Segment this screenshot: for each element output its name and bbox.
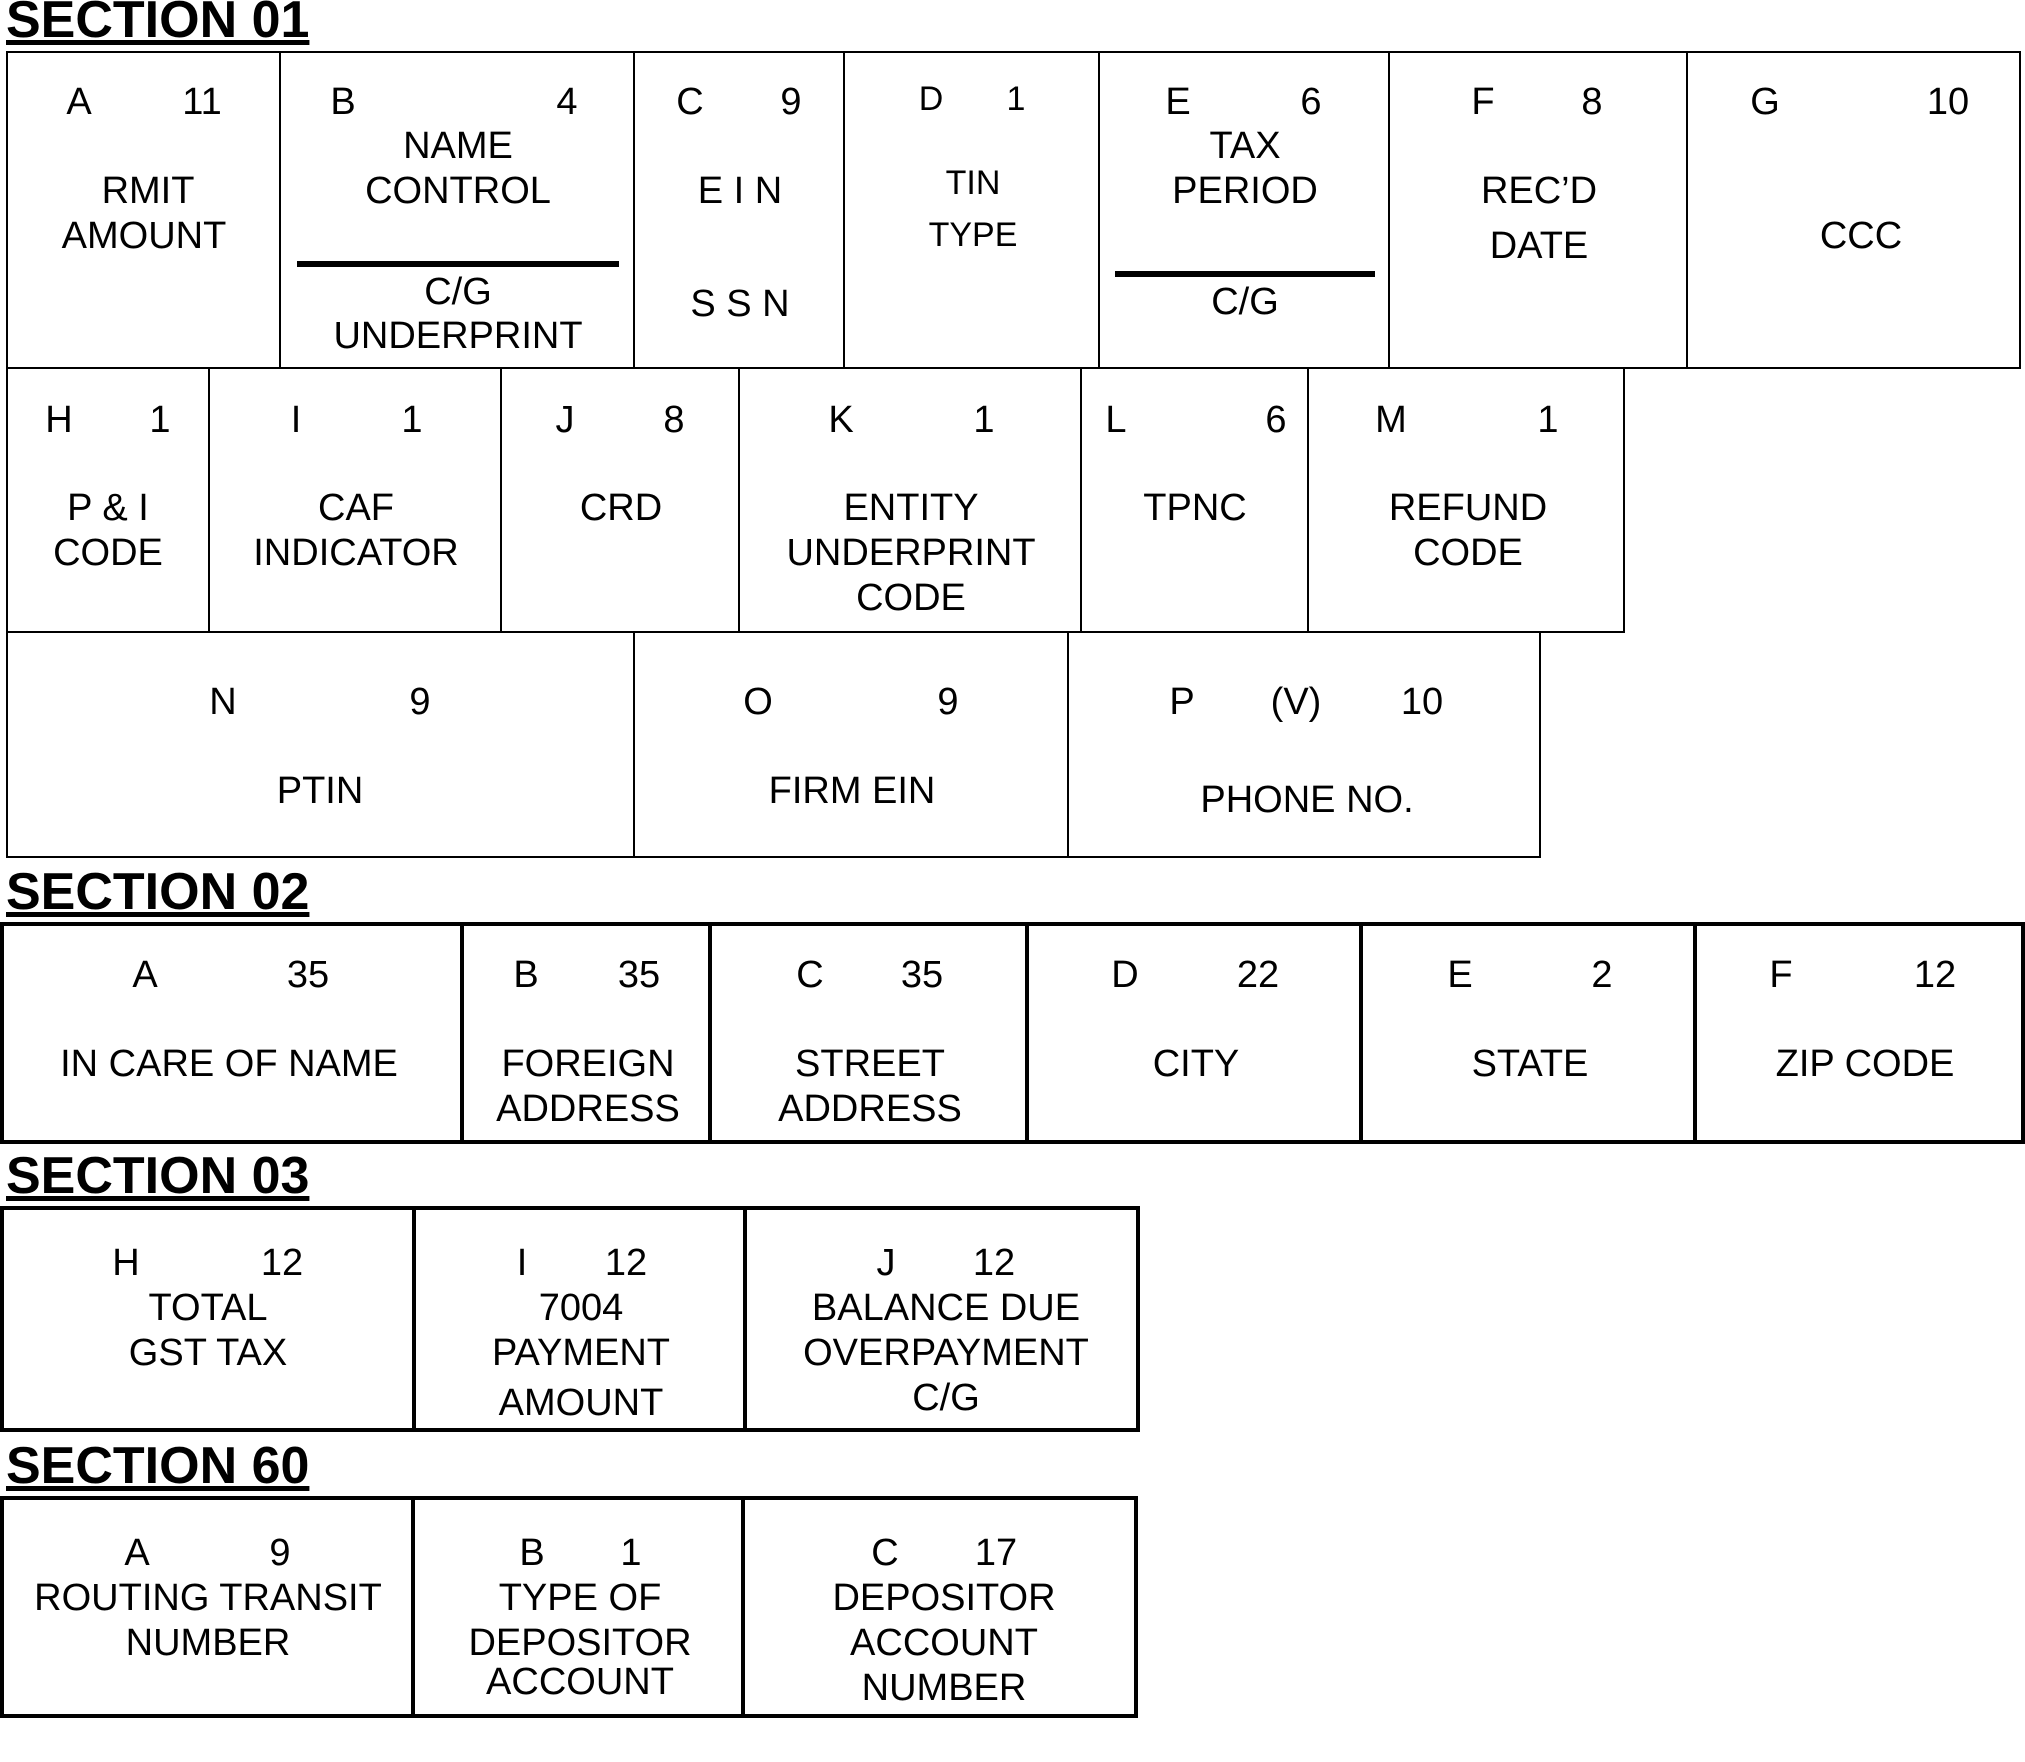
- field-size: 4: [556, 81, 578, 123]
- field-refund-code: [1307, 369, 1625, 631]
- section-02-row: [0, 922, 2025, 1144]
- field-size: 12: [604, 1242, 648, 1284]
- divider-line: [297, 261, 619, 267]
- field-label: PTIN: [276, 770, 364, 812]
- field-label: PERIOD: [1172, 170, 1318, 212]
- field-size: 17: [974, 1532, 1018, 1574]
- field-balance-due-overpayment: [743, 1210, 1144, 1428]
- field-firm-ein: [633, 633, 1067, 856]
- field-label: INDICATOR: [253, 532, 459, 574]
- field-label: STREET: [795, 1043, 945, 1085]
- field-label: CODE: [856, 577, 966, 619]
- field-caf-indicator: [208, 369, 500, 631]
- field-letter: E: [1447, 954, 1473, 996]
- field-size: 8: [663, 399, 685, 441]
- field-label: REFUND: [1388, 487, 1548, 529]
- field-letter: K: [828, 399, 854, 441]
- field-7004-payment-amount: [412, 1210, 743, 1428]
- field-zip-code: [1693, 926, 2025, 1140]
- field-state: [1359, 926, 1693, 1140]
- section-01-row3: [6, 631, 1541, 858]
- field-recd-date: [1388, 53, 1686, 367]
- field-letter: I: [290, 399, 302, 441]
- field-label: NUMBER: [125, 1622, 291, 1664]
- field-label: PHONE NO.: [1200, 779, 1414, 821]
- field-size: 9: [937, 681, 959, 723]
- field-letter: F: [1769, 954, 1793, 996]
- field-depositor-account-number: [741, 1500, 1142, 1714]
- section-02-title: SECTION 02: [6, 863, 310, 921]
- field-size: 12: [260, 1242, 304, 1284]
- field-letter: B: [519, 1532, 545, 1574]
- field-label: DEPOSITOR: [468, 1622, 692, 1664]
- field-size: 35: [286, 954, 330, 996]
- field-size: 9: [409, 681, 431, 723]
- field-label: TOTAL: [148, 1287, 268, 1329]
- field-ptin: [8, 633, 633, 856]
- field-size: 10: [1926, 81, 1970, 123]
- field-size-prefix: (V): [1270, 681, 1322, 723]
- field-label: PAYMENT: [491, 1332, 671, 1374]
- field-label: TIN: [945, 164, 1001, 202]
- field-sublabel: C/G: [1211, 281, 1279, 323]
- field-label: CODE: [53, 532, 163, 574]
- field-label: E I N: [697, 170, 783, 212]
- field-letter: C: [871, 1532, 899, 1574]
- field-label: CODE: [1413, 532, 1523, 574]
- field-label: FIRM EIN: [768, 770, 936, 812]
- field-label: ACCOUNT: [486, 1661, 674, 1703]
- field-letter: I: [516, 1242, 528, 1284]
- field-label: CRD: [579, 487, 663, 529]
- field-letter: H: [45, 399, 73, 441]
- field-name-control: [279, 53, 633, 367]
- field-size: 12: [1913, 954, 1957, 996]
- field-label: CCC: [1819, 215, 1903, 257]
- section-01-row1: [6, 51, 2021, 369]
- field-label: ROUTING TRANSIT: [34, 1577, 382, 1619]
- field-letter: F: [1471, 81, 1495, 123]
- field-letter: C: [676, 81, 704, 123]
- field-letter: N: [209, 681, 237, 723]
- field-letter: J: [555, 399, 575, 441]
- section-60-title: SECTION 60: [6, 1437, 310, 1495]
- field-sublabel: UNDERPRINT: [333, 315, 583, 357]
- field-tpnc: [1080, 369, 1307, 631]
- field-size: 1: [149, 399, 171, 441]
- field-label: P & I: [67, 487, 149, 529]
- field-letter: E: [1165, 81, 1191, 123]
- field-ein-ssn: [633, 53, 843, 367]
- field-label: DATE: [1489, 225, 1589, 267]
- section-01-title: SECTION 01: [6, 0, 310, 49]
- field-size: 1: [1537, 399, 1559, 441]
- field-label: TYPE OF: [498, 1577, 662, 1619]
- field-tax-period: [1098, 53, 1388, 367]
- field-size: 22: [1236, 954, 1280, 996]
- field-label: NUMBER: [861, 1667, 1027, 1709]
- field-in-care-of-name: [4, 926, 460, 1140]
- section-60-row: [0, 1496, 1138, 1718]
- field-label: ENTITY: [843, 487, 979, 529]
- field-size: 1: [973, 399, 995, 441]
- field-size: 8: [1581, 81, 1603, 123]
- field-label: ADDRESS: [496, 1088, 680, 1130]
- field-letter: A: [66, 81, 92, 123]
- field-sublabel: S S N: [690, 283, 790, 325]
- field-label: 7004: [538, 1287, 624, 1329]
- field-letter: L: [1105, 399, 1127, 441]
- field-size: 10: [1400, 681, 1444, 723]
- field-label: REC’D: [1480, 170, 1598, 212]
- field-size: 1: [401, 399, 423, 441]
- field-letter: A: [132, 954, 158, 996]
- field-letter: B: [330, 81, 356, 123]
- field-label: ACCOUNT: [850, 1622, 1038, 1664]
- field-size: 9: [780, 81, 802, 123]
- field-foreign-address: [460, 926, 708, 1140]
- field-label: FOREIGN: [501, 1043, 675, 1085]
- field-label: BALANCE DUE: [811, 1287, 1081, 1329]
- field-label: AMOUNT: [498, 1382, 664, 1424]
- field-rmit-amount: [8, 53, 279, 367]
- field-label: IN CARE OF NAME: [60, 1043, 398, 1085]
- field-size: 35: [617, 954, 661, 996]
- field-total-gst-tax: [4, 1210, 412, 1428]
- field-size: 6: [1300, 81, 1322, 123]
- field-letter: J: [876, 1242, 896, 1284]
- field-letter: A: [124, 1532, 150, 1574]
- field-street-address: [708, 926, 1025, 1140]
- field-label: NAME: [403, 125, 513, 167]
- field-size: 6: [1265, 399, 1287, 441]
- field-ccc: [1686, 53, 2021, 367]
- field-letter: O: [743, 681, 773, 723]
- field-crd: [500, 369, 738, 631]
- field-size: 12: [972, 1242, 1016, 1284]
- field-type-of-depositor-account: [411, 1500, 741, 1714]
- section-01-row2: [6, 367, 1625, 633]
- field-size: 2: [1591, 954, 1613, 996]
- field-pi-code: [8, 369, 208, 631]
- field-phone-no: [1067, 633, 1543, 856]
- field-tin-type: [843, 53, 1098, 367]
- field-letter: M: [1375, 399, 1407, 441]
- field-label: ZIP CODE: [1775, 1043, 1955, 1085]
- field-routing-transit-number: [4, 1500, 411, 1714]
- section-03-row: [0, 1206, 1140, 1432]
- field-letter: G: [1750, 81, 1780, 123]
- field-label: OVERPAYMENT: [803, 1332, 1089, 1374]
- field-label: GST TAX: [128, 1332, 288, 1374]
- divider-line: [1115, 271, 1375, 277]
- field-letter: P: [1169, 681, 1195, 723]
- field-label: CAF: [318, 487, 394, 529]
- field-size: 11: [182, 81, 222, 123]
- field-size: 9: [269, 1532, 291, 1574]
- field-size: 35: [900, 954, 944, 996]
- field-label: AMOUNT: [61, 215, 227, 257]
- field-label: TPNC: [1143, 487, 1247, 529]
- field-label: DEPOSITOR: [832, 1577, 1056, 1619]
- field-size: 1: [620, 1532, 642, 1574]
- field-city: [1025, 926, 1359, 1140]
- field-letter: C: [796, 954, 824, 996]
- field-letter: D: [1111, 954, 1139, 996]
- field-label: CONTROL: [365, 170, 551, 212]
- field-letter: D: [918, 80, 944, 118]
- field-letter: H: [112, 1242, 140, 1284]
- field-label: TAX: [1209, 125, 1281, 167]
- field-label: RMIT: [101, 170, 195, 212]
- field-entity-underprint-code: [738, 369, 1080, 631]
- field-size: 1: [1006, 80, 1026, 118]
- field-label: STATE: [1471, 1043, 1589, 1085]
- field-label: C/G: [912, 1377, 980, 1419]
- field-label: TYPE: [928, 216, 1018, 254]
- section-03-title: SECTION 03: [6, 1147, 310, 1205]
- field-letter: B: [513, 954, 539, 996]
- field-label: CITY: [1152, 1043, 1240, 1085]
- field-sublabel: C/G: [424, 271, 492, 313]
- field-label: UNDERPRINT: [786, 532, 1036, 574]
- field-label: ADDRESS: [778, 1088, 962, 1130]
